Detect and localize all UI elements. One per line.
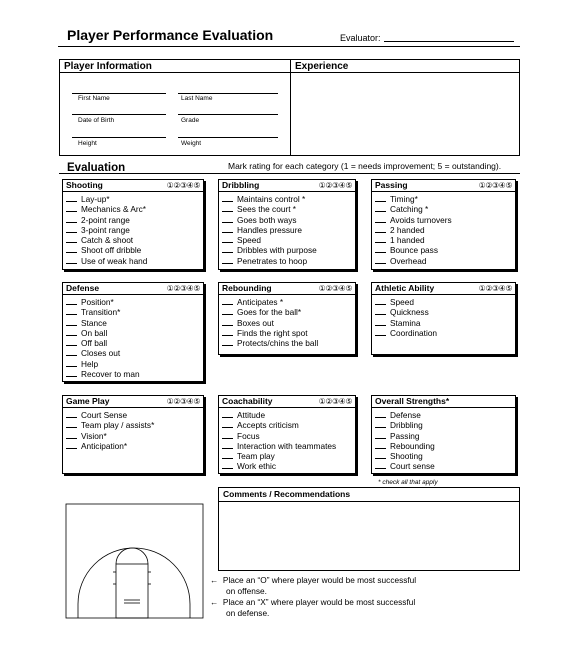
list-item[interactable]: Maintains control * [219,194,355,204]
list-item[interactable]: Team play / assists* [63,420,203,430]
list-item[interactable]: Goes for the ball* [219,307,355,317]
list-item[interactable]: Court Sense [63,410,203,420]
rating-scale[interactable]: ①②③④⑤ [318,181,352,190]
player-info-title: Player Information [60,60,290,73]
list-item[interactable]: 2-point range [63,215,203,225]
list-item[interactable]: Interaction with teammates [219,441,355,451]
last-name-field[interactable] [178,93,278,94]
list-item[interactable]: Catch & shoot [63,235,203,245]
list-item[interactable]: Team play [219,451,355,461]
rating-scale[interactable]: ①②③④⑤ [478,284,512,293]
list-item[interactable]: Shooting [372,451,515,461]
list-item[interactable]: Mechanics & Arc* [63,204,203,214]
list-item[interactable]: Anticipates * [219,297,355,307]
court-boundary [66,504,203,618]
evaluation-divider [59,173,520,174]
category-title: Coachability [222,396,273,406]
list-item[interactable]: 2 handed [372,225,515,235]
court-legend [210,575,416,619]
list-item[interactable]: 3-point range [63,225,203,235]
list-item[interactable]: Speed [372,297,515,307]
list-item[interactable]: Overhead [372,256,515,266]
list-item[interactable]: Bounce pass [372,245,515,255]
dob-label: Date of Birth [78,117,115,124]
rating-scale[interactable]: ①②③④⑤ [166,181,200,190]
section-divider [290,60,291,155]
category-title: Game Play [66,396,110,406]
list-item[interactable]: Goes both ways [219,215,355,225]
list-item[interactable]: Vision* [63,431,203,441]
category-title: Shooting [66,180,103,190]
header-divider [58,46,520,47]
category-title: Overall Strengths* [375,396,450,406]
first-name-label: First Name [78,95,110,102]
list-item[interactable]: Stamina [372,318,515,328]
list-item[interactable]: Stance [63,318,203,328]
list-item[interactable]: Dribbling [372,420,515,430]
weight-field[interactable] [178,137,278,138]
list-item[interactable]: Work ethic [219,461,355,471]
list-item[interactable]: Anticipation* [63,441,203,451]
comments-section[interactable] [218,487,520,571]
list-item[interactable]: On ball [63,328,203,338]
category-game-play [62,395,204,474]
evaluator-label: Evaluator: [340,33,381,43]
three-point-arc [78,548,190,618]
rating-scale[interactable]: ①②③④⑤ [318,397,352,406]
weight-label: Weight [181,140,202,147]
list-item[interactable]: Closes out [63,348,203,358]
legend-defense-text: Place an “X” where player would be most successful [222,597,416,607]
list-item[interactable]: Lay-up* [63,194,203,204]
rating-scale[interactable]: ①②③④⑤ [166,397,200,406]
experience-title: Experience [291,60,519,73]
list-item[interactable]: Passing [372,431,515,441]
height-field[interactable] [72,137,166,138]
list-item[interactable]: Boxes out [219,318,355,328]
first-name-field[interactable] [72,93,166,94]
arrow-left-icon: ← [210,597,219,607]
category-rebounding [218,282,356,355]
category-title: Dribbling [222,180,260,190]
list-item[interactable]: Defense [372,410,515,420]
comments-title: Comments / Recommendations [219,488,519,502]
legend-offense-cont: on offense. [226,586,267,596]
key-lane [116,564,148,618]
list-item[interactable]: Speed [219,235,355,245]
check-note: * check all that apply [378,479,438,486]
list-item[interactable]: Use of weak hand [63,256,203,266]
grade-field[interactable] [178,114,278,115]
player-info-section [59,59,520,156]
legend-defense-cont: on defense. [226,608,270,618]
category-athletic-ability [371,282,516,355]
list-item[interactable]: Rebounding [372,441,515,451]
free-throw-arc [116,548,148,564]
list-item[interactable]: Coordination [372,328,515,338]
category-shooting [62,179,204,270]
list-item[interactable]: Recover to man [63,369,203,379]
legend-offense-text: Place an “O” where player would be most successful [222,575,417,585]
category-passing [371,179,516,270]
category-title: Athletic Ability [375,283,435,293]
list-item[interactable]: Catching * [372,204,515,214]
list-item[interactable]: Focus [219,431,355,441]
list-item[interactable]: Finds the right spot [219,328,355,338]
height-label: Height [78,140,97,147]
list-item[interactable]: Accepts criticism [219,420,355,430]
evaluation-instructions: Mark rating for each category (1 = needs improvement; 5 = outstanding). [228,161,502,171]
grade-label: Grade [181,117,200,124]
list-item[interactable]: Quickness [372,307,515,317]
arrow-left-icon: ← [210,575,219,585]
list-item[interactable]: Handles pressure [219,225,355,235]
category-defense [62,282,204,382]
list-item[interactable]: Penetrates to hoop [219,256,355,266]
list-item[interactable]: Off ball [63,338,203,348]
evaluation-title: Evaluation [67,162,126,174]
evaluator-field[interactable] [384,41,514,42]
rating-scale[interactable]: ①②③④⑤ [166,284,200,293]
list-item[interactable]: Help [63,359,203,369]
last-name-label: Last Name [181,95,213,102]
category-dribbling [218,179,356,270]
page-title: Player Performance Evaluation [67,27,274,43]
rating-scale[interactable]: ①②③④⑤ [318,284,352,293]
list-item[interactable]: Sees the court * [219,204,355,214]
category-title: Passing [375,180,408,190]
category-overall-strengths [371,395,516,474]
list-item[interactable]: Dribbles with purpose [219,245,355,255]
category-coachability [218,395,356,474]
category-title: Rebounding [222,283,272,293]
list-item[interactable]: Court sense [372,461,515,471]
category-title: Defense [66,283,100,293]
list-item[interactable]: Transition* [63,307,203,317]
list-item[interactable]: Timing* [372,194,515,204]
list-item[interactable]: Attitude [219,410,355,420]
court-diagram[interactable] [64,502,205,620]
dob-field[interactable] [72,114,166,115]
list-item[interactable]: Avoids turnovers [372,215,515,225]
list-item[interactable]: Protects/chins the ball [219,338,355,348]
list-item[interactable]: Shoot off dribble [63,245,203,255]
list-item[interactable]: 1 handed [372,235,515,245]
rating-scale[interactable]: ①②③④⑤ [478,181,512,190]
list-item[interactable]: Position* [63,297,203,307]
